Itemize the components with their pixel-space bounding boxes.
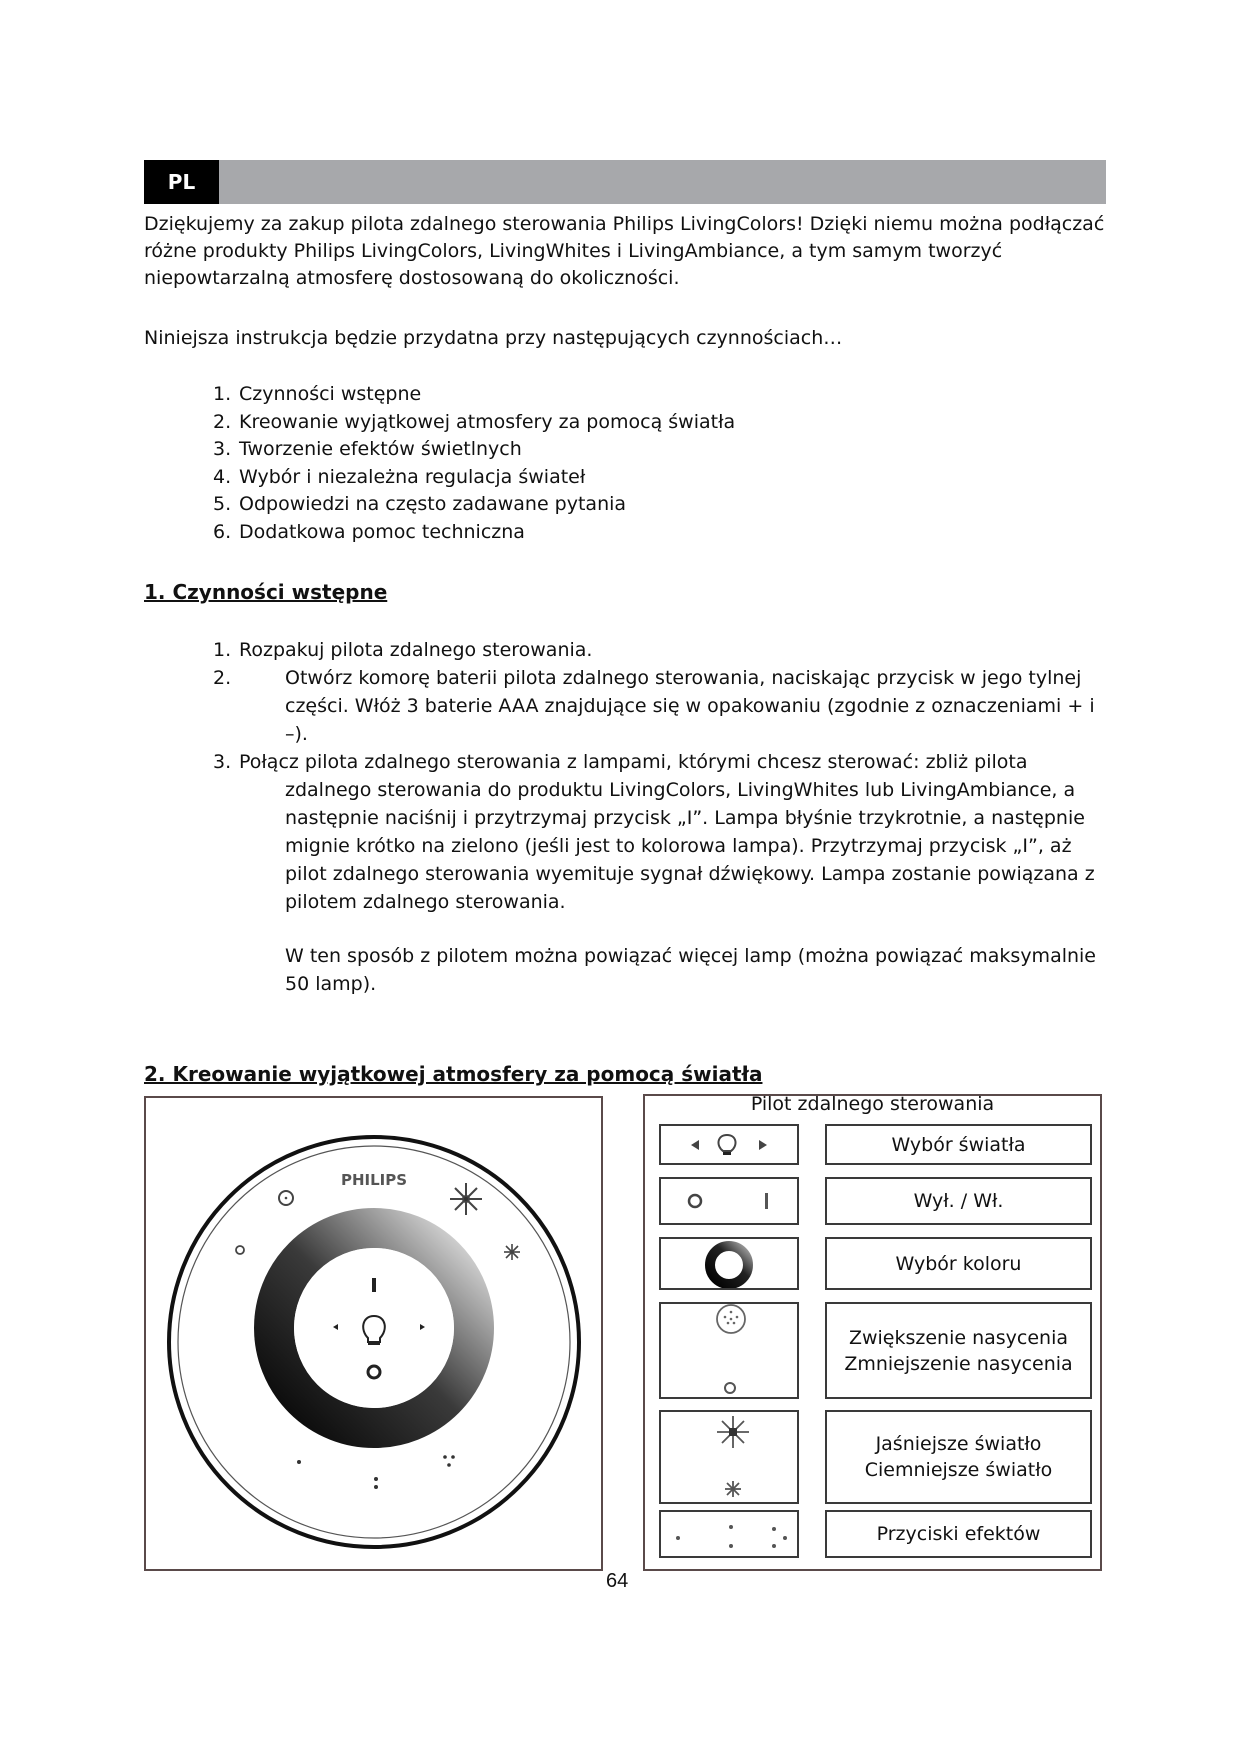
toc-number: 5. (213, 493, 232, 515)
legend-icon-color-wheel (659, 1237, 799, 1290)
step-text-first-line: Połącz pilota zdalnego sterowania z lampami, którymi chcesz sterować: zbliż pilota (239, 751, 1028, 773)
effect-1-icon (297, 1460, 301, 1464)
legend-label-text: Jaśniejsze światło (875, 1433, 1042, 1455)
color-wheel-icon (661, 1239, 797, 1288)
toc-item (213, 519, 735, 547)
step-1 (213, 636, 1113, 664)
legend-icon-saturation (659, 1302, 799, 1399)
legend-label-text: Wył. / Wł. (913, 1190, 1004, 1212)
legend-label-saturation (825, 1302, 1092, 1399)
on-off-icon (661, 1179, 797, 1223)
on-icon (372, 1278, 376, 1292)
toc-number: 4. (213, 465, 232, 488)
brightness-icon (661, 1412, 797, 1502)
step-3 (213, 748, 1113, 916)
remote-control-figure (144, 1096, 603, 1571)
toc-item (213, 464, 735, 492)
section-1-heading: 1. Czynności wstępne (144, 580, 388, 604)
step-number: 2. (213, 667, 232, 689)
legend-label-light-select (825, 1124, 1092, 1165)
effects-icon (661, 1512, 797, 1556)
toc-number: 3. (213, 438, 232, 460)
toc-label: Wybór i niezależna regulacja świateł (239, 465, 586, 488)
toc-label: Odpowiedzi na często zadawane pytania (239, 493, 627, 515)
intro-paragraph-2: Niniejsza instrukcja będzie przydatna przy następujących czynnościach… (144, 327, 843, 349)
intro-paragraph: Dziękujemy za zakup pilota zdalnego sterowania Philips LivingColors! Dzięki niemu można podłączać różne produkty Philips LivingColors, LivingWhites i LivingAmbiance, a tym samym tworzyć niepowtarzalną atmosferę dostosowaną do okoliczności. (144, 213, 1105, 289)
step-number: 1. (213, 639, 232, 661)
toc-label: Kreowanie wyjątkowej atmosfery za pomocą światła (239, 410, 736, 433)
step-text: Rozpakuj pilota zdalnego sterowania. (239, 639, 593, 661)
legend-label-text: Zwiększenie nasycenia (848, 1326, 1069, 1349)
toc-label: Czynności wstępne (239, 383, 422, 405)
language-tag: PL (144, 160, 219, 204)
toc-number: 2. (213, 410, 232, 433)
brightness-down-icon (504, 1244, 520, 1260)
toc-label: Tworzenie efektów świetlnych (239, 438, 522, 460)
toc-item (213, 491, 735, 519)
saturation-icon (661, 1304, 797, 1397)
legend-icon-effects (659, 1510, 799, 1558)
legend-label-brightness (825, 1410, 1092, 1504)
step-2 (213, 664, 1113, 748)
section-2-heading: 2. Kreowanie wyjątkowej atmosfery za pomocą światła (144, 1062, 763, 1086)
step-text: Otwórz komorę baterii pilota zdalnego sterowania, naciskając przycisk w jego tylnej części. Włóż 3 baterie AAA znajdujące się w opakowaniu (zgodnie z oznaczeniami + i –). (285, 667, 1095, 745)
toc-item (213, 381, 735, 409)
light-select-icon (661, 1126, 797, 1163)
language-header-bar (144, 160, 1106, 204)
step-number: 3. (213, 751, 232, 773)
legend-icon-light-select (659, 1124, 799, 1165)
toc-item (213, 436, 735, 464)
page-number: 64 (606, 1570, 629, 1592)
toc-label: Dodatkowa pomoc techniczna (239, 520, 525, 543)
legend-label-text: Zmniejszenie nasycenia (844, 1352, 1073, 1375)
philips-logo: PHILIPS (340, 1171, 408, 1189)
setup-steps (213, 636, 1113, 998)
legend-label-effects (825, 1510, 1092, 1558)
legend-label-text: Wybór koloru (895, 1252, 1022, 1275)
legend-icon-on-off (659, 1177, 799, 1225)
legend-icon-brightness (659, 1410, 799, 1504)
legend-label-on-off (825, 1177, 1092, 1225)
legend-title: Pilot zdalnego sterowania (750, 1093, 995, 1115)
step-text: zdalnego sterowania do produktu LivingColors, LivingWhites lub LivingAmbiance, a następnie naciśnij i przytrzymaj przycisk „I”. Lampa błyśnie trzykrotnie, a następnie mignie krótko na zielono (jeśli jest to kolorowa lampa). Przytrzymaj przycisk „I”, aż pilot zdalnego sterowania wyemituje sygnał dźwiękowy. Lampa zostanie powiązana z pilotem zdalnego sterowania. (285, 779, 1095, 913)
toc-number: 6. (213, 520, 232, 543)
legend-label-text: Ciemniejsze światło (864, 1459, 1053, 1481)
remote-legend (643, 1094, 1102, 1571)
table-of-contents (213, 381, 735, 546)
remote-control-drawing (146, 1098, 605, 1573)
toc-number: 1. (213, 383, 232, 405)
legend-label-text: Przyciski efektów (876, 1523, 1041, 1545)
legend-label-text: Wybór światła (891, 1133, 1026, 1156)
legend-label-color (825, 1237, 1092, 1290)
toc-item (213, 409, 735, 437)
step-note: W ten sposób z pilotem można powiązać więcej lamp (można powiązać maksymalnie 50 lamp). (285, 945, 1096, 995)
